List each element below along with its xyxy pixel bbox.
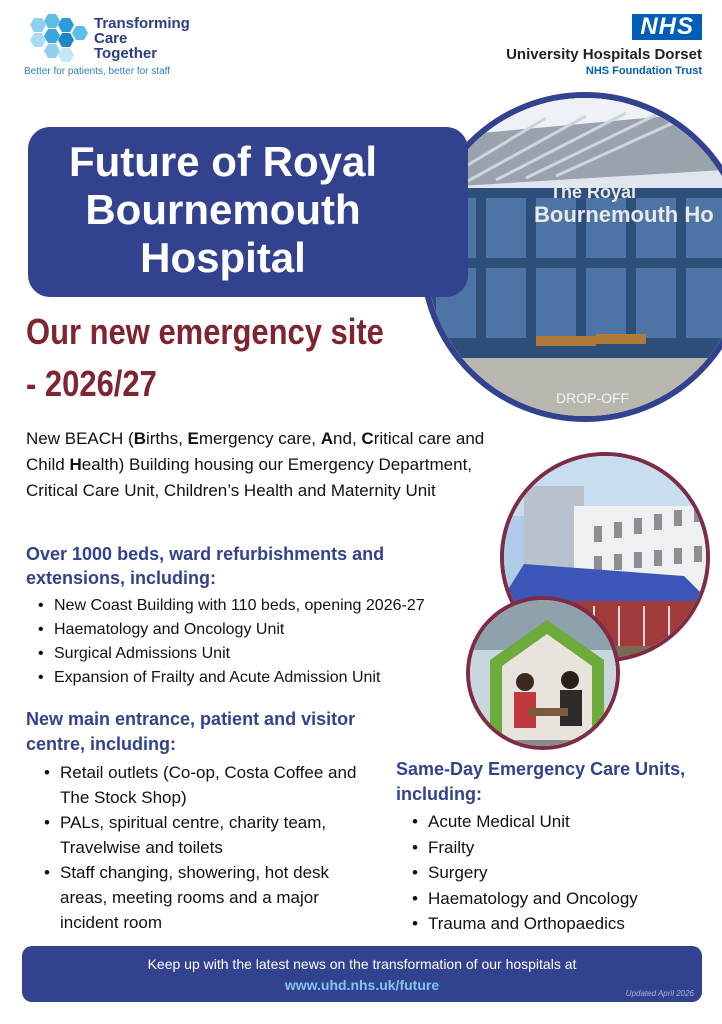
building-sign-line1: The Royal [550,182,637,202]
subtitle-line2: - 2026/27 [26,363,157,404]
intro-bold: H [69,455,82,474]
list-item: • PALs, spiritual centre, charity team, Travelwise and toilets [40,810,380,860]
intro-text: ealth) Building housing our Emergency Department, Critical Care Unit, Children’s Health and Maternity Unit [26,455,473,500]
list-item: • Trauma and Orthopaedics [408,911,708,937]
website-link[interactable]: www.uhd.nhs.uk/future [284,977,440,993]
updated-date: Updated April 2026 [625,989,694,998]
tct-tagline: Better for patients, better for staff [24,66,171,77]
intro-text: irths, [145,429,188,448]
intro-bold: E [187,429,199,448]
patient-centre-illustration [470,600,620,750]
trust-name: NHS Foundation Trust [585,65,702,77]
transforming-care-together-logo [24,14,224,80]
section-beds-heading: Over 1000 beds, ward refurbishments and extensions, including: [26,544,385,588]
intro-text: New BEACH ( [26,429,134,448]
tct-line1: Transforming [94,15,190,32]
page-title [28,138,418,282]
title-line3: Hospital [140,234,306,281]
subtitle [26,306,387,410]
tct-wordmark [94,16,190,61]
intro-text: nd, [333,429,362,448]
list-item: • Retail outlets (Co-op, Costa Coffee and The Stock Shop) [40,760,380,810]
section-beds-list [34,594,474,690]
list-item: • Staff changing, showering, hot desk areas, meeting rooms and a major incident room [40,860,380,935]
title-line1: Future of Royal [68,138,377,185]
list-item: • New Coast Building with 110 beds, opening 2026-27 [34,594,474,618]
section-sdec-list [408,809,708,937]
intro-paragraph [26,426,496,504]
section-sdec-heading: Same-Day Emergency Care Units, including: [396,759,686,804]
hexagon-cluster-icon [24,14,90,62]
section-entrance-heading: New main entrance, patient and visitor centre, including: [26,709,356,754]
tct-line2: Care [94,30,128,47]
list-item: • Haematology and Oncology Unit [34,618,474,642]
title-line2: Bournemouth [85,186,361,233]
building-sign-line2: Bournemouth Ho [534,202,714,227]
intro-bold: B [133,429,146,448]
list-item: • Haematology and Oncology [408,886,708,912]
list-item: • Acute Medical Unit [408,809,708,835]
org-name: University Hospitals Dorset [506,46,702,63]
footer-text: Keep up with the latest news on the transformation of our hospitals at [147,956,577,972]
list-item: • Frailty [408,835,708,861]
list-item: • Surgical Admissions Unit [34,642,474,666]
list-item: • Surgery [408,860,708,886]
nhs-trust-logo [506,14,702,77]
footer-banner [22,946,702,1002]
hospital-building-illustration [426,98,722,422]
list-item: • Expansion of Frailty and Acute Admission Unit [34,666,474,690]
intro-text: mergency care, [198,429,321,448]
subtitle-line1: Our new emergency site [26,311,384,352]
intro-bold: C [361,429,374,448]
road-marking: DROP-OFF [556,390,630,406]
intro-bold: A [320,429,334,448]
intro-text: ritical care and Child [26,429,485,474]
patient-centre-photo [466,596,620,750]
section-entrance-list [40,760,380,935]
tct-line3: Together [94,45,158,62]
nhs-logo: NHS [632,14,702,40]
